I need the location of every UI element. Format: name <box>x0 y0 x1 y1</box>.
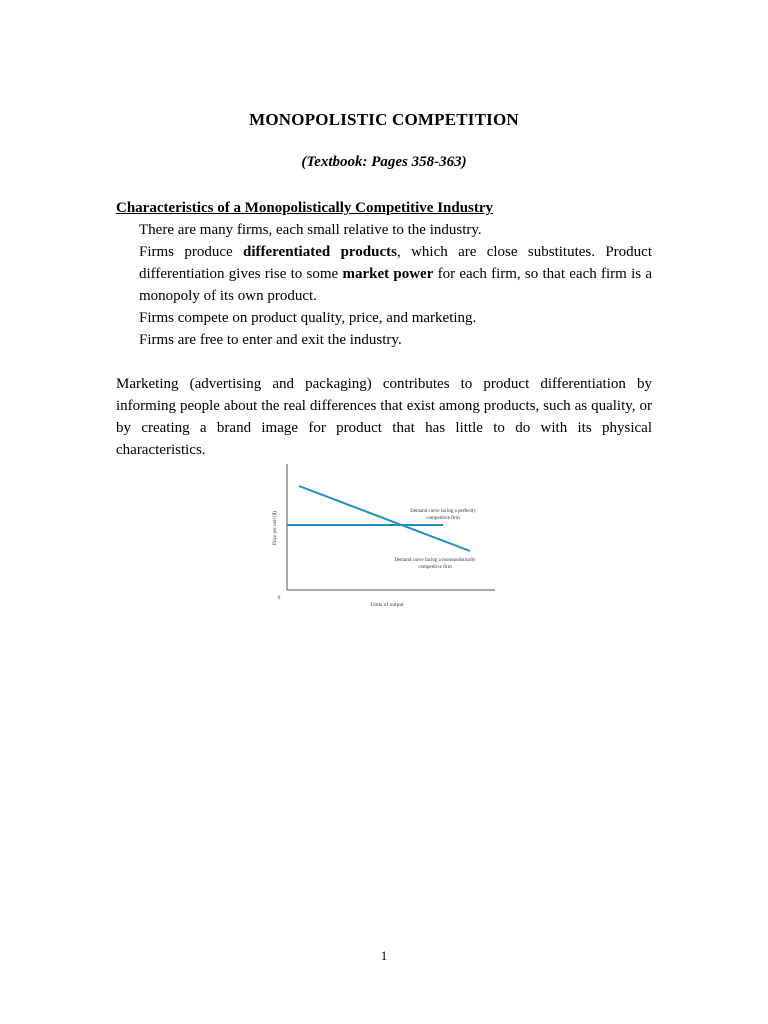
list-item-text: Firms produce <box>139 244 244 260</box>
list-item-text: , which are close substitutes. Product differentiation gives rise to some <box>139 244 652 282</box>
perfect-competition-label: Demand curve facing a perfectly <box>410 509 476 514</box>
page-title: MONOPOLISTIC COMPETITION <box>249 110 519 129</box>
textbook-reference: (Textbook: Pages 358-363) <box>301 154 467 170</box>
marketing-paragraph: Marketing (advertising and packaging) contributes to product differentiation by informing people about the real differences that exist among products, such as quality, or by creating a brand image for product that has little to do with its physical characteristics. <box>116 376 652 458</box>
section-heading: Characteristics of a Monopolistically Competitive Industry <box>116 200 494 216</box>
list-item-text: for each firm, so that each firm is a monopoly of its own product. <box>139 266 652 304</box>
bold-term: differentiated products <box>243 244 397 260</box>
perfect-competition-label: competitive firm <box>426 516 460 521</box>
list-item <box>139 219 652 241</box>
list-item-text: There are many firms, each small relative to the industry. <box>139 222 482 238</box>
monopolistic-competition-label: competitive firm <box>418 565 452 570</box>
y-axis-label: Price per unit ($) <box>273 510 278 546</box>
list-item-text: Firms are free to enter and exit the industry. <box>139 332 402 348</box>
x-axis-label: Units of output <box>370 602 404 608</box>
demand-curve-figure <box>267 462 497 610</box>
characteristics-list <box>139 219 652 351</box>
bold-term: market power <box>342 266 434 282</box>
list-item-text: Firms compete on product quality, price, and marketing. <box>139 310 477 326</box>
list-item <box>139 241 652 307</box>
monopolistic-competition-label: Demand curve facing a monopolistically <box>394 558 476 563</box>
demand-curve-diagram <box>267 462 497 610</box>
origin-label: 0 <box>277 595 281 601</box>
list-item <box>139 307 652 329</box>
page-number: 1 <box>380 948 388 963</box>
list-item <box>139 329 652 351</box>
